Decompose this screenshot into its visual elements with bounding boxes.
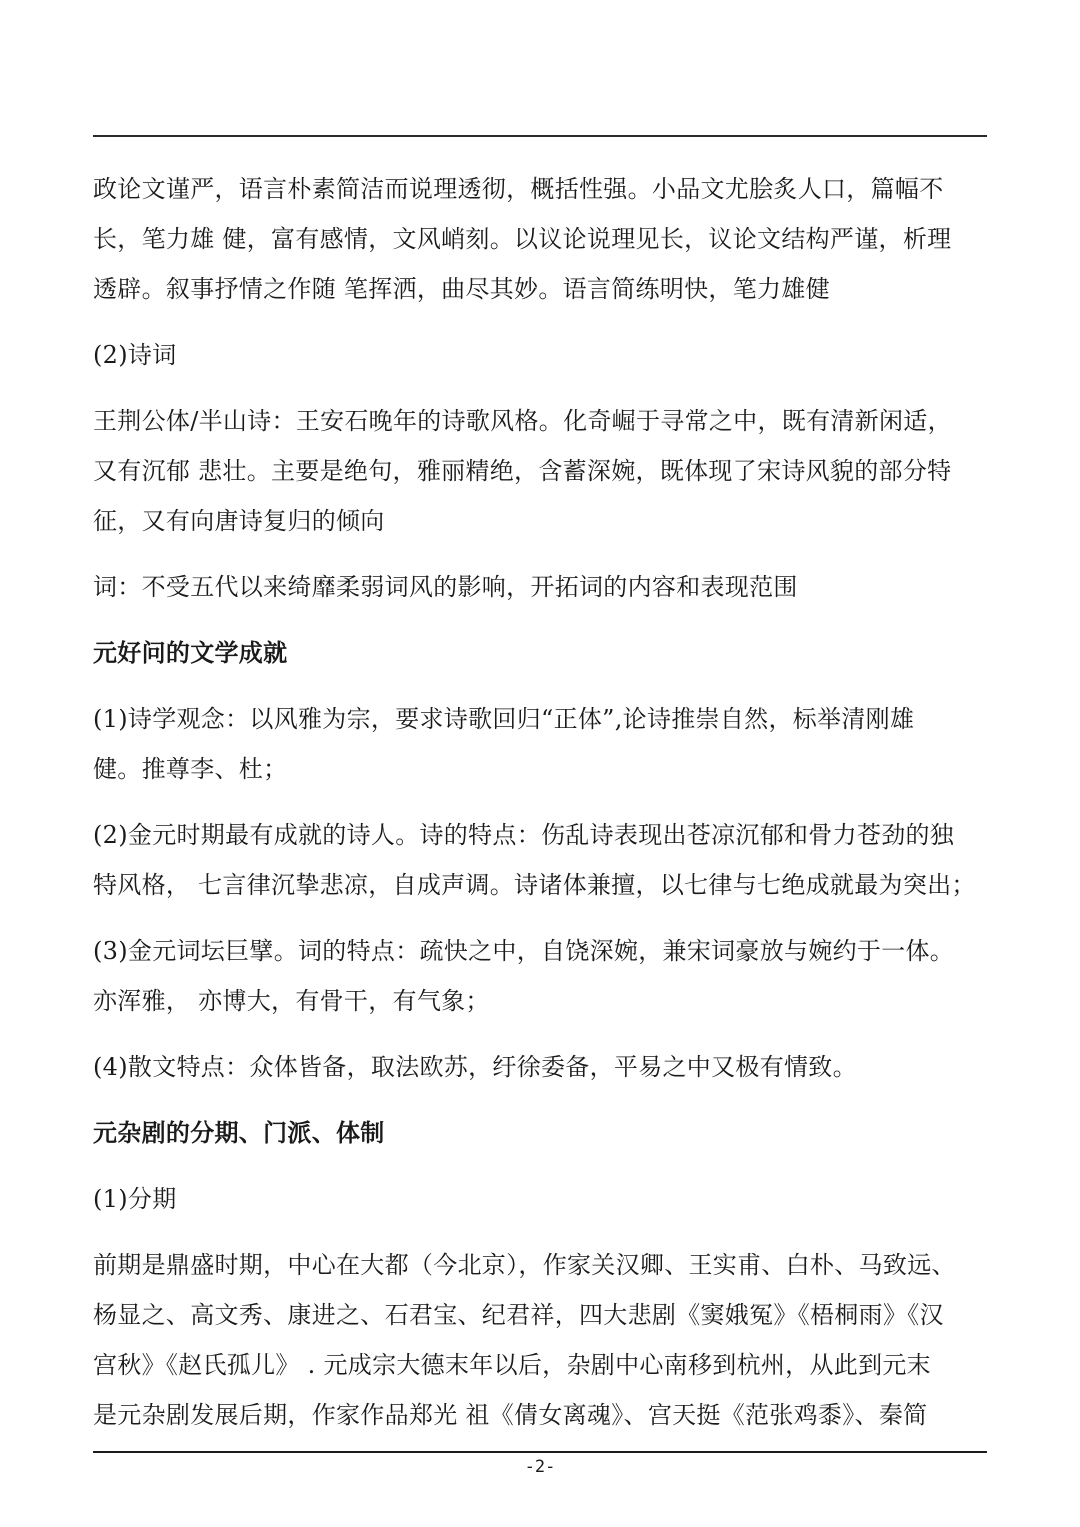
text-line: 征，又有向唐诗复归的倾向	[93, 507, 385, 535]
paragraph-prose-style	[93, 164, 987, 314]
paragraph-ci-master	[93, 926, 987, 1026]
heading-text: 元杂剧的分期、门派、体制	[93, 1119, 385, 1147]
page-number: -2-	[524, 1457, 556, 1477]
heading-text: 元好问的文学成就	[93, 639, 288, 667]
paragraph-wang-jinggong-style	[93, 396, 987, 546]
text-line: (2)金元时期最有成就的诗人。诗的特点：伤乱诗表现出苍凉沉郁和骨力苍劲的独	[93, 821, 955, 849]
text-line: (2)诗词	[93, 341, 177, 369]
text-line: 王荆公体/半山诗：王安石晚年的诗歌风格。化奇崛于寻常之中，既有清新闲适，	[93, 407, 952, 435]
paragraph-prose	[93, 1042, 987, 1092]
text-line: (4)散文特点：众体皆备，取法欧苏，纡徐委备，平易之中又极有情致。	[93, 1053, 857, 1081]
text-line: 是元杂剧发展后期，作家作品郑光 祖《倩女离魂》、宫天挺《范张鸡黍》、秦简	[93, 1401, 928, 1429]
text-line: 健。推尊李、杜；	[93, 755, 288, 783]
paragraph-poet	[93, 810, 987, 910]
text-line: 又有沉郁 悲壮。主要是绝句，雅丽精绝，含蓄深婉，既体现了宋诗风貌的部分特	[93, 457, 952, 485]
text-line: (3)金元词坛巨擘。词的特点：疏快之中，自饶深婉，兼宋词豪放与婉约于一体。	[93, 937, 955, 965]
text-line: 特风格， 七言律沉挚悲凉，自成声调。诗诸体兼擅，以七律与七绝成就最为突出；	[93, 871, 976, 899]
text-line: 前期是鼎盛时期，中心在大都（今北京），作家关汉卿、王实甫、白朴、马致远、	[93, 1251, 956, 1279]
document-page	[93, 0, 987, 1527]
text-line: (1)分期	[93, 1185, 177, 1213]
text-line: 词：不受五代以来绮靡柔弱词风的影响，开拓词的内容和表现范围	[93, 573, 798, 601]
paragraph-poetics	[93, 694, 987, 794]
text-line: 长，笔力雄 健，富有感情，文风峭刻。以议论说理见长，议论文结构严谨，析理	[93, 225, 952, 253]
text-line: (1)诗学观念：以风雅为宗，要求诗歌回归“正体”,论诗推崇自然，标举清刚雄	[93, 705, 915, 733]
section-heading-yuan-haowen	[93, 628, 987, 678]
subsection-label-periods	[93, 1174, 987, 1224]
subsection-label-poetry	[93, 330, 987, 380]
text-line: 宫秋》《赵氏孤儿》 . 元成宗大德末年以后，杂剧中心南移到杭州，从此到元末	[93, 1351, 931, 1379]
text-line: 透辟。叙事抒情之作随 笔挥洒，曲尽其妙。语言简练明快，笔力雄健	[93, 275, 830, 303]
footer-rule	[93, 1451, 987, 1453]
header-rule	[93, 135, 987, 137]
text-line: 政论文谨严，语言朴素简洁而说理透彻，概括性强。小品文尤脍炙人口，篇幅不	[93, 175, 944, 203]
paragraph-ci	[93, 562, 987, 612]
section-heading-yuan-zaju	[93, 1108, 987, 1158]
text-line: 亦浑雅， 亦博大，有骨干，有气象；	[93, 987, 490, 1015]
paragraph-early-period	[93, 1240, 987, 1440]
page-content	[93, 164, 987, 1456]
text-line: 杨显之、高文秀、康进之、石君宝、纪君祥，四大悲剧《窦娥冤》《梧桐雨》《汉	[93, 1301, 944, 1329]
